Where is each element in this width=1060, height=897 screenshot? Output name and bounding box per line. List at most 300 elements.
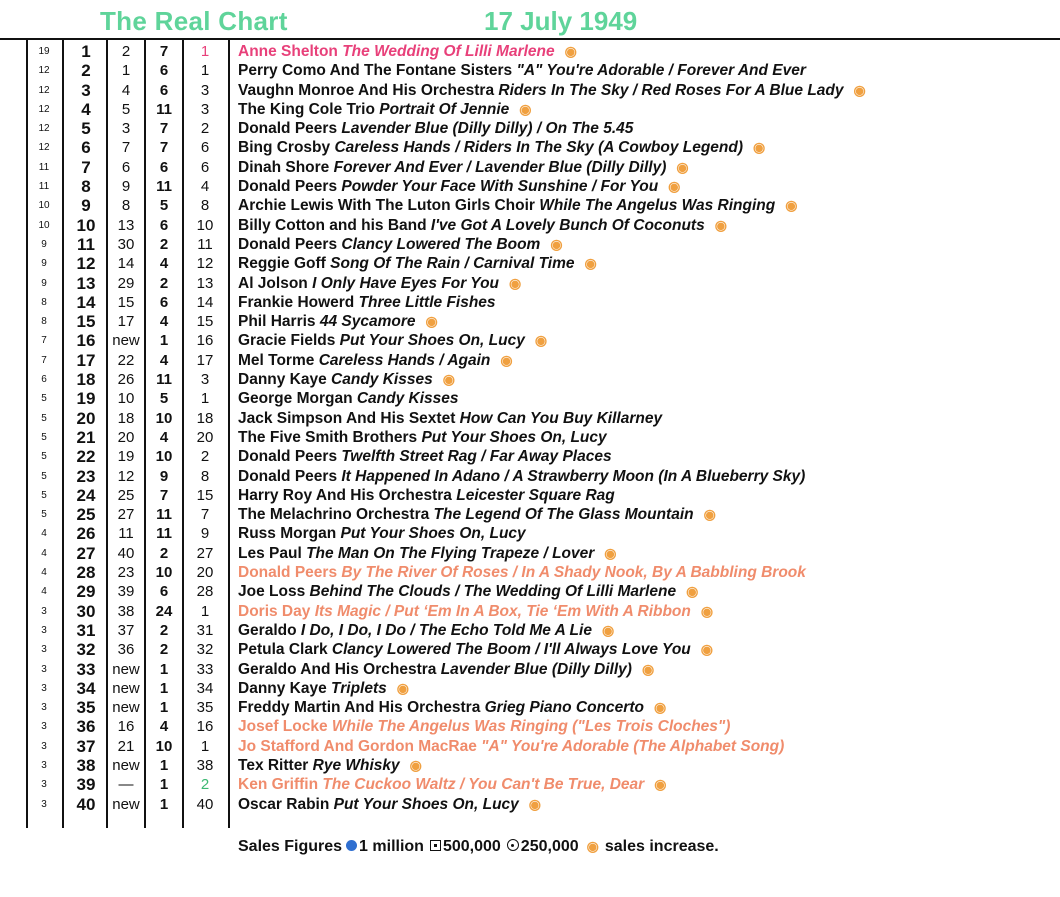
song-title: Its Magic / Put ‘Em In A Box, Tie ‘Em With A Ribbon (314, 602, 691, 620)
entry (238, 61, 806, 80)
artist: Phil Harris (238, 313, 316, 331)
chart-row (0, 640, 1060, 659)
weeks-on-chart: 6 (41, 374, 47, 386)
last-week-position: 13 (117, 216, 135, 234)
chart-date: 17 July 1949 (484, 6, 638, 36)
song-title: Lavender Blue (Dilly Dilly) / On The 5.45 (341, 120, 634, 138)
position: 12 (76, 254, 96, 274)
weeks-on-chart: 10 (38, 200, 50, 212)
entry (238, 274, 521, 293)
chart-row (0, 254, 1060, 273)
weeks-on-chart: 11 (38, 181, 50, 193)
entry (238, 312, 438, 331)
weeks-count: 9 (159, 467, 169, 485)
last-week-position: 40 (117, 544, 135, 562)
weeks-on-chart: 9 (41, 258, 47, 270)
entry (238, 698, 666, 717)
chart-row (0, 563, 1060, 582)
highest-position: 31 (196, 621, 214, 639)
position: 11 (77, 234, 95, 254)
highest-position: 20 (196, 428, 214, 446)
weeks-count: 1 (159, 776, 169, 794)
song-title: Three Little Fishes (358, 293, 496, 311)
artist: Donald Peers (238, 235, 338, 253)
entry (238, 775, 666, 794)
chart-row (0, 42, 1060, 61)
song-title: Song Of The Rain / Carnival Time (330, 255, 575, 273)
entry (238, 467, 805, 486)
song-title: "A" You're Adorable (The Alphabet Song) (481, 737, 785, 755)
entry (238, 42, 577, 61)
highest-position: 34 (196, 679, 214, 697)
last-week-position: 27 (117, 506, 135, 524)
weeks-on-chart: 8 (41, 316, 47, 328)
chart-row (0, 119, 1060, 138)
song-title: By The River Of Roses / In A Shady Nook, By A Babbling Brook (341, 564, 806, 582)
highest-position: 1 (200, 62, 210, 80)
position: 36 (76, 717, 96, 737)
weeks-on-chart: 3 (41, 779, 47, 791)
entry (238, 756, 422, 775)
chart-row (0, 524, 1060, 543)
weeks-count: 10 (155, 448, 173, 466)
position: 8 (81, 177, 91, 197)
position: 3 (81, 80, 91, 100)
last-week-position: new (112, 332, 140, 350)
artist: Donald Peers (238, 564, 338, 582)
last-week-position: 30 (117, 235, 135, 253)
last-week-position: 14 (117, 255, 135, 273)
song-title: Powder Your Face With Sunshine / For You (341, 178, 659, 196)
weeks-count: 2 (159, 544, 169, 562)
last-week-position: 39 (117, 583, 135, 601)
position: 17 (76, 350, 96, 370)
sales-increase-icon: ◉ (604, 544, 617, 561)
artist: Dinah Shore (238, 158, 330, 176)
position: 4 (81, 99, 91, 119)
sales-increase-icon: ◉ (550, 235, 563, 252)
entry (238, 81, 866, 100)
chart-row (0, 196, 1060, 215)
entry (238, 138, 765, 157)
artist: George Morgan (238, 390, 353, 408)
weeks-on-chart: 3 (41, 740, 47, 752)
weeks-count: 4 (159, 313, 169, 331)
weeks-on-chart: 3 (41, 644, 47, 656)
sales-increase-icon: ◉ (584, 255, 597, 272)
position: 35 (76, 698, 96, 718)
highest-position: 16 (196, 718, 214, 736)
entry (238, 582, 698, 601)
entry (238, 428, 607, 447)
song-title: Leicester Square Rag (456, 486, 615, 504)
entry (238, 505, 716, 524)
last-week-position: 16 (117, 718, 135, 736)
artist: Harry Roy And His Orchestra (238, 486, 452, 504)
highest-position: 2 (200, 120, 210, 138)
chart-row (0, 486, 1060, 505)
weeks-count: 6 (159, 62, 169, 80)
highest-position: 8 (200, 197, 210, 215)
highest-position: 3 (200, 371, 210, 389)
weeks-count: 7 (159, 43, 169, 60)
sales-increase-icon: ◉ (714, 216, 727, 233)
position: 29 (76, 582, 96, 602)
highest-position: 35 (196, 699, 214, 717)
last-week-position: 17 (117, 313, 135, 331)
artist: Freddy Martin And His Orchestra (238, 699, 481, 717)
highest-position: 6 (200, 158, 210, 176)
position: 21 (76, 427, 96, 447)
highest-position: 15 (196, 313, 214, 331)
song-title: Triplets (331, 679, 387, 697)
weeks-count: 10 (155, 564, 173, 582)
artist: Perry Como And The Fontane Sisters (238, 62, 513, 80)
chart-row (0, 100, 1060, 119)
highest-position: 2 (200, 776, 210, 794)
last-week-position: 1 (121, 62, 131, 80)
artist: Frankie Howerd (238, 293, 355, 311)
position: 34 (76, 678, 96, 698)
song-title: Put Your Shoes On, Lucy (333, 795, 519, 813)
weeks-on-chart: 3 (41, 682, 47, 694)
weeks-count: 1 (159, 699, 169, 717)
highest-position: 12 (196, 255, 214, 273)
song-title: I Do, I Do, I Do / The Echo Told Me A Lie (300, 621, 592, 639)
legend-million: 1 million (359, 838, 424, 855)
artist: Joe Loss (238, 583, 306, 601)
position: 30 (76, 601, 96, 621)
weeks-on-chart: 5 (41, 393, 47, 405)
artist: Jack Simpson And His Sextet (238, 409, 456, 427)
highest-position: 17 (196, 351, 214, 369)
song-title: The Man On The Flying Trapeze / Lover (306, 544, 595, 562)
position: 2 (81, 61, 91, 81)
sales-increase-icon: ◉ (425, 313, 438, 330)
artist: The King Cole Trio (238, 100, 375, 118)
position: 5 (81, 119, 91, 139)
artist: Billy Cotton and his Band (238, 216, 427, 234)
artist: Mel Torme (238, 351, 315, 369)
last-week-position: 7 (121, 139, 131, 157)
position: 15 (76, 312, 96, 332)
weeks-count: 11 (156, 506, 172, 524)
entry (238, 737, 784, 756)
highest-position: 33 (196, 660, 214, 678)
position: 13 (76, 273, 96, 293)
position: 32 (76, 640, 96, 660)
chart-row (0, 331, 1060, 350)
last-week-position: 4 (121, 81, 131, 99)
highest-position: 9 (200, 525, 210, 543)
artist: Les Paul (238, 544, 302, 562)
last-week-position: 6 (121, 158, 131, 176)
last-week-position: 37 (117, 621, 135, 639)
sales-increase-icon: ◉ (700, 602, 714, 619)
weeks-count: 1 (159, 332, 169, 350)
position: 10 (76, 215, 96, 235)
last-week-position: new (112, 699, 140, 717)
weeks-on-chart: 4 (41, 586, 47, 598)
weeks-count: 7 (159, 139, 169, 157)
weeks-count: 11 (156, 100, 172, 118)
weeks-on-chart: 3 (41, 624, 47, 636)
highest-position: 3 (200, 81, 210, 99)
weeks-count: 2 (159, 621, 169, 639)
sales-increase-icon: ◉ (396, 679, 409, 696)
chart-row (0, 61, 1060, 80)
chart-row (0, 274, 1060, 293)
weeks-on-chart: 4 (41, 567, 47, 579)
highest-position: 38 (196, 756, 214, 774)
highest-position: 13 (196, 274, 214, 292)
entry (238, 795, 541, 814)
position: 37 (76, 736, 96, 756)
highest-position: 1 (200, 390, 210, 408)
weeks-count: 10 (155, 409, 173, 427)
song-title: Clancy Lowered The Boom (341, 235, 541, 253)
chart-row (0, 795, 1060, 814)
artist: Doris Day (238, 602, 311, 620)
song-title: I've Got A Lovely Bunch Of Coconuts (430, 216, 705, 234)
artist: Jo Stafford And Gordon MacRae (238, 737, 477, 755)
weeks-on-chart: 3 (41, 605, 47, 617)
sales-increase-icon: ◉ (519, 100, 532, 117)
position: 39 (76, 775, 96, 795)
chart-row (0, 312, 1060, 331)
entry (238, 717, 730, 736)
song-title: "A" You're Adorable / Forever And Ever (516, 62, 806, 80)
half-million-square-icon (430, 840, 441, 851)
entry (238, 331, 547, 350)
position: 22 (76, 447, 96, 467)
legend-quarter-million: 250,000 (520, 838, 579, 855)
artist: The Five Smith Brothers (238, 428, 418, 446)
weeks-on-chart: 7 (41, 335, 47, 347)
position: 1 (81, 42, 91, 61)
weeks-count: 4 (159, 255, 169, 273)
weeks-on-chart: 5 (41, 489, 47, 501)
weeks-count: 4 (159, 718, 169, 736)
chart-row (0, 177, 1060, 196)
weeks-count: 4 (159, 428, 169, 446)
weeks-on-chart: 5 (41, 509, 47, 521)
sales-increase-icon: ◉ (668, 178, 681, 195)
chart-row (0, 138, 1060, 157)
entry (238, 524, 526, 543)
last-week-position: new (112, 679, 140, 697)
legend-half-million: 500,000 (442, 838, 501, 855)
artist: Al Jolson (238, 274, 308, 292)
highest-position: 14 (196, 293, 214, 311)
song-title: While The Angelus Was Ringing ("Les Trois Cloches") (331, 718, 731, 736)
song-title: Portrait Of Jennie (379, 100, 510, 118)
chart-row (0, 351, 1060, 370)
entry (238, 447, 612, 466)
last-week-position: 5 (121, 100, 131, 118)
weeks-on-chart: 9 (41, 277, 47, 289)
quarter-million-dot-icon (507, 839, 519, 851)
position: 38 (76, 755, 96, 775)
weeks-count: 10 (155, 737, 173, 755)
weeks-count: 1 (159, 756, 169, 774)
artist: Donald Peers (238, 178, 338, 196)
sales-increase-icon: ◉ (853, 81, 866, 98)
sales-increase-icon: ◉ (500, 351, 513, 368)
entry (238, 602, 713, 621)
entry (238, 544, 617, 563)
chart-title: The Real Chart (100, 6, 288, 36)
weeks-on-chart: 12 (38, 84, 50, 96)
song-title: Riders In The Sky / Red Roses For A Blue Lady (498, 81, 844, 99)
last-week-position: 19 (117, 448, 135, 466)
artist: Donald Peers (238, 448, 338, 466)
song-title: 44 Sycamore (319, 313, 416, 331)
weeks-count: 11 (156, 178, 172, 196)
entry (238, 351, 513, 370)
weeks-count: 11 (156, 371, 172, 389)
weeks-on-chart: 12 (38, 142, 50, 154)
entry (238, 254, 597, 273)
last-week-position: new (112, 795, 140, 813)
weeks-on-chart: 11 (38, 161, 50, 173)
chart-row (0, 467, 1060, 486)
weeks-count: 24 (155, 602, 173, 620)
artist: Tex Ritter (238, 756, 309, 774)
chart-row (0, 81, 1060, 100)
highest-position: 6 (200, 139, 210, 157)
highest-position: 4 (200, 178, 210, 196)
chart-row (0, 544, 1060, 563)
weeks-count: 6 (159, 158, 169, 176)
song-title: Candy Kisses (331, 371, 433, 389)
weeks-on-chart: 5 (41, 431, 47, 443)
weeks-count: 6 (159, 81, 169, 99)
artist: Danny Kaye (238, 371, 327, 389)
chart-row (0, 660, 1060, 679)
entry (238, 486, 615, 505)
chart-row (0, 621, 1060, 640)
entry (238, 235, 563, 254)
chart-row (0, 447, 1060, 466)
last-week-position: — (118, 776, 134, 794)
highest-position: 27 (196, 544, 214, 562)
weeks-on-chart: 3 (41, 663, 47, 675)
song-title: Careless Hands / Riders In The Sky (A Cowboy Legend) (334, 139, 744, 157)
artist: Archie Lewis With The Luton Girls Choir (238, 197, 535, 215)
artist: Ken Griffin (238, 776, 319, 794)
sales-increase-icon: ◉ (703, 506, 716, 523)
weeks-on-chart: 12 (38, 123, 50, 135)
song-title: While The Angelus Was Ringing (539, 197, 776, 215)
song-title: Behind The Clouds / The Wedding Of Lilli Marlene (309, 583, 677, 601)
weeks-on-chart: 3 (41, 759, 47, 771)
song-title: Put Your Shoes On, Lucy (340, 525, 526, 543)
highest-position: 1 (200, 602, 210, 620)
entry (238, 389, 459, 408)
weeks-count: 1 (159, 660, 169, 678)
position: 18 (76, 370, 96, 390)
sales-increase-icon: ◉ (534, 332, 548, 349)
entry (238, 100, 532, 119)
highest-position: 40 (196, 795, 214, 813)
highest-position: 8 (200, 467, 210, 485)
song-title: Clancy Lowered The Boom / I'll Always Love You (331, 641, 691, 659)
legend-lead: Sales Figures (238, 838, 343, 855)
entry (238, 640, 713, 659)
chart-row (0, 505, 1060, 524)
artist: Donald Peers (238, 467, 338, 485)
entry (238, 216, 727, 235)
song-title: I Only Have Eyes For You (312, 274, 500, 292)
weeks-on-chart: 12 (38, 103, 50, 115)
highest-position: 28 (196, 583, 214, 601)
song-title: Careless Hands / Again (318, 351, 491, 369)
song-title: How Can You Buy Killarney (459, 409, 663, 427)
artist: Geraldo And His Orchestra (238, 660, 437, 678)
position: 40 (76, 794, 96, 814)
last-week-position: 25 (117, 486, 135, 504)
chart-row (0, 602, 1060, 621)
entry (238, 158, 689, 177)
entry (238, 621, 614, 640)
last-week-position: 9 (121, 178, 131, 196)
weeks-count: 2 (159, 274, 169, 292)
weeks-count: 2 (159, 641, 169, 659)
last-week-position: 26 (117, 371, 135, 389)
last-week-position: 20 (117, 428, 135, 446)
weeks-on-chart: 4 (41, 547, 47, 559)
sales-increase-icon: ◉ (586, 838, 599, 854)
position: 7 (81, 157, 91, 177)
chart-row (0, 428, 1060, 447)
artist: Oscar Rabin (238, 795, 330, 813)
chart-row (0, 737, 1060, 756)
position: 26 (76, 524, 96, 544)
top-rule (0, 38, 1060, 40)
entry (238, 196, 797, 215)
weeks-on-chart: 3 (41, 798, 47, 810)
highest-position: 2 (200, 448, 210, 466)
chart-row (0, 775, 1060, 794)
weeks-on-chart: 5 (41, 412, 47, 424)
highest-position: 3 (200, 100, 210, 118)
artist: Gracie Fields (238, 332, 336, 350)
million-disc-icon (346, 840, 357, 851)
chart-table (0, 42, 1060, 814)
last-week-position: 23 (117, 564, 135, 582)
song-title: Twelfth Street Rag / Far Away Places (341, 448, 612, 466)
last-week-position: 36 (117, 641, 135, 659)
position: 27 (76, 543, 96, 563)
sales-increase-icon: ◉ (653, 699, 667, 716)
weeks-on-chart: 5 (41, 470, 47, 482)
weeks-count: 2 (159, 235, 169, 253)
song-title: Lavender Blue (Dilly Dilly) (440, 660, 632, 678)
position: 23 (76, 466, 96, 486)
sales-increase-icon: ◉ (676, 158, 689, 175)
chart-row (0, 216, 1060, 235)
sales-increase-icon: ◉ (785, 197, 798, 214)
weeks-count: 5 (159, 390, 169, 408)
artist: Reggie Goff (238, 255, 326, 273)
position: 14 (76, 292, 96, 312)
weeks-count: 5 (159, 197, 169, 215)
song-title: The Cuckoo Waltz / You Can't Be True, Dear (322, 776, 645, 794)
chart-row (0, 582, 1060, 601)
sales-increase-icon: ◉ (509, 274, 522, 291)
position: 33 (76, 659, 96, 679)
